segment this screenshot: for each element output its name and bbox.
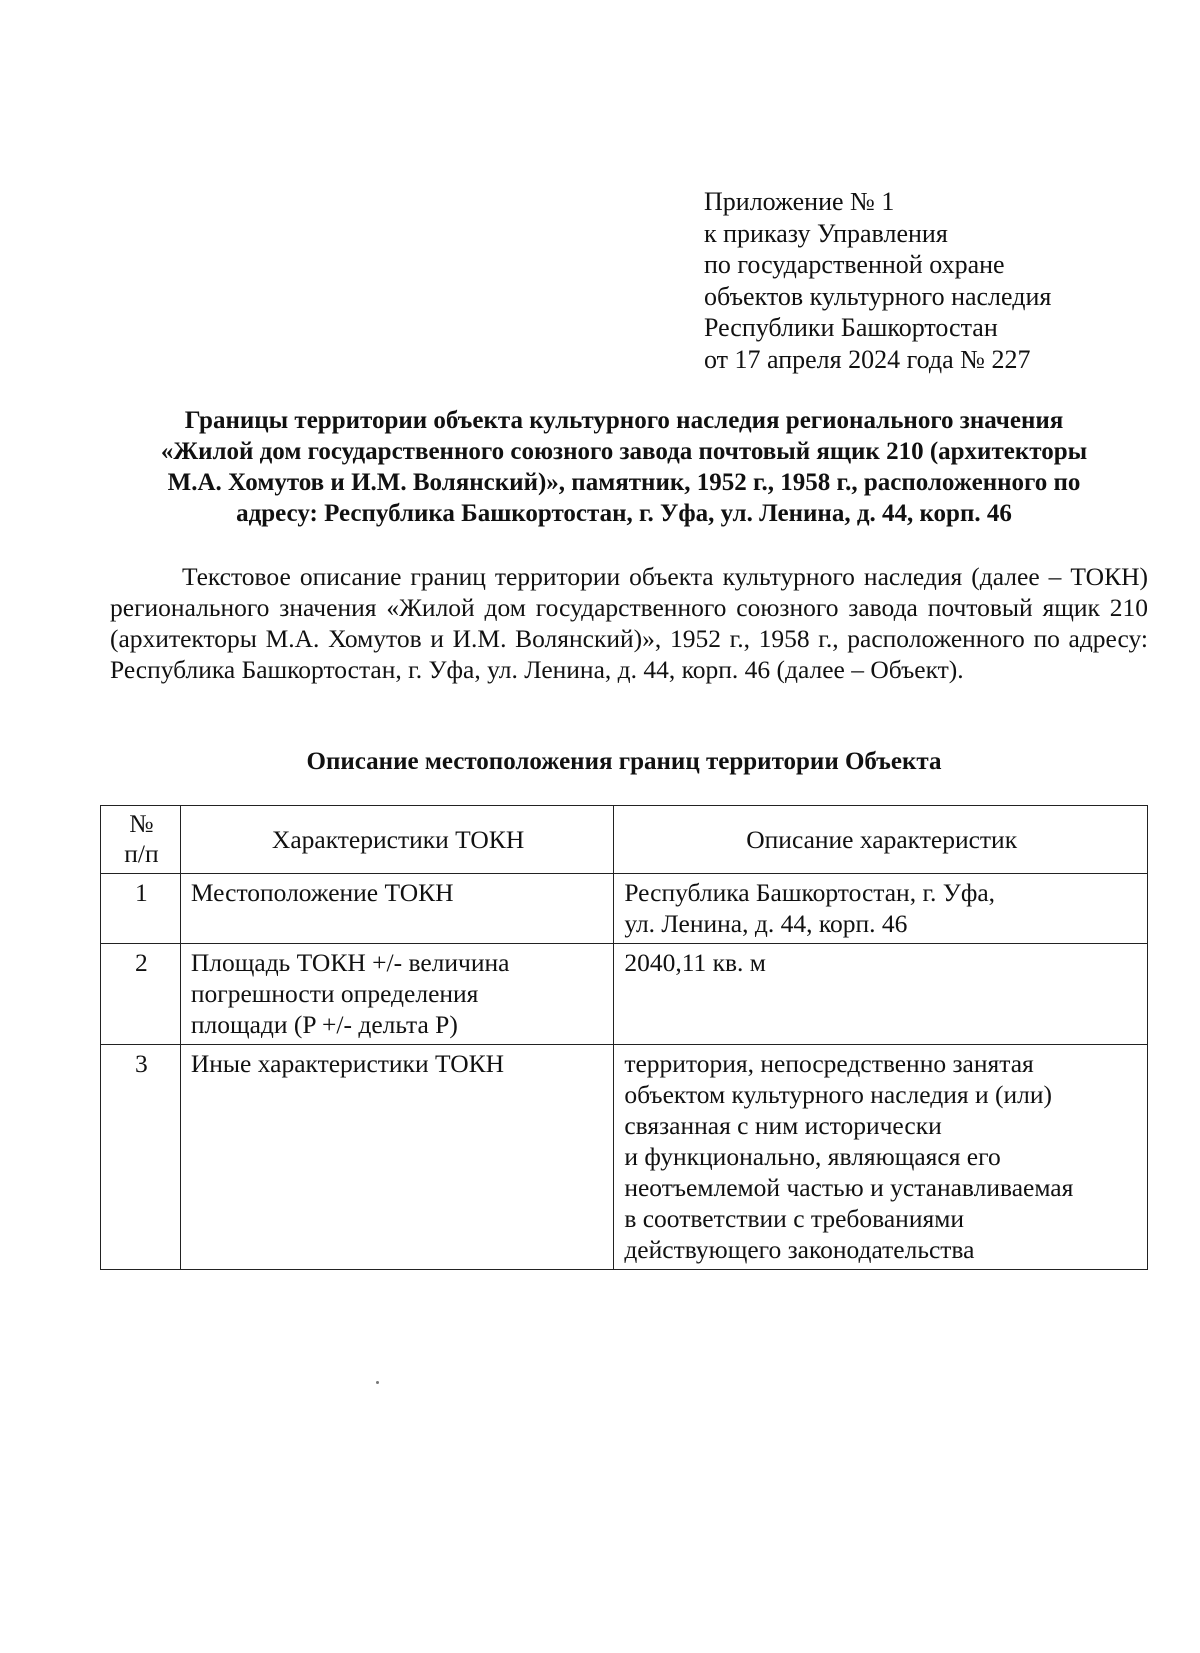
title-line: «Жилой дом государственного союзного завода почтовый ящик 210 (архитекторы [160,438,1088,465]
row-number: 2 [101,944,181,1045]
appendix-line: Приложение № 1 [704,187,895,216]
header-characteristic: Характеристики ТОКН [180,806,613,874]
appendix-line: к приказу Управления [704,218,948,248]
cell-line: Республика Башкортостан, г. Уфа, [624,878,996,907]
header-num-line: № [129,809,154,838]
document-title [100,405,1148,529]
cell-line: ул. Ленина, д. 44, корп. 46 [624,909,908,938]
cell-line: в соответствии с требованиями [624,1204,964,1233]
table-header-row [101,806,1148,874]
row-number: 1 [101,874,181,944]
appendix-line: объектов культурного наследия [704,281,1052,311]
title-line: Границы территории объекта культурного наследия регионального значения [184,407,1064,434]
appendix-line: от 17 апреля 2024 года № 227 [704,344,1031,374]
appendix-line: Республики Башкортостан [704,313,998,342]
cell-line: погрешности определения [190,979,479,1008]
cell-line: и функционально, являющаяся его [624,1142,1001,1171]
cell-line: действующего законодательства [624,1235,975,1264]
section-title: Описание местоположения границ территории Объекта [306,748,942,775]
row-description [614,874,1148,944]
table-row [101,874,1148,944]
table-row [101,1045,1148,1270]
row-description [614,1045,1148,1270]
header-description: Описание характеристик [614,806,1148,874]
row-characteristic [180,944,613,1045]
scan-speck [376,1381,379,1384]
cell-line: неотъемлемой частью и устанавливаемая [624,1173,1074,1202]
cell-line: Площадь ТОКН +/- величина [190,948,510,977]
header-num [101,806,181,874]
cell-line: Местоположение ТОКН [190,878,454,907]
intro-paragraph: Текстовое описание границ территории объекта культурного наследия (далее – ТОКН) регионального значения «Жилой дом государственного союзного завода почтовый ящик 210 (архитекторы М.А. Хомутов и И.М. Волянский)», 1952 г., 1958 г., расположенного по адресу: Республика Башкортостан, г. Уфа, ул. Ленина, д. 44, корп. 46 (далее – Объект). [110,562,1148,684]
table-row [101,944,1148,1045]
cell-line: площади (P +/- дельта P) [190,1010,458,1039]
row-number: 3 [101,1045,181,1270]
appendix-block [704,186,1051,375]
header-num-line: п/п [124,839,159,868]
cell-line: связанная с ним исторически [624,1111,942,1140]
row-characteristic [180,874,613,944]
cell-line: объектом культурного наследия и (или) [624,1080,1052,1109]
boundary-table [100,805,1148,1270]
cell-line: Иные характеристики ТОКН [190,1049,505,1078]
row-characteristic [180,1045,613,1270]
cell-line: 2040,11 кв. м [624,948,766,977]
cell-line: территория, непосредственно занятая [624,1049,1034,1078]
appendix-line: по государственной охране [704,250,1005,279]
title-line: М.А. Хомутов и И.М. Волянский)», памятник, 1952 г., 1958 г., расположенного по [167,469,1081,496]
title-line: адресу: Республика Башкортостан, г. Уфа, ул. Ленина, д. 44, корп. 46 [236,500,1012,527]
row-description [614,944,1148,1045]
